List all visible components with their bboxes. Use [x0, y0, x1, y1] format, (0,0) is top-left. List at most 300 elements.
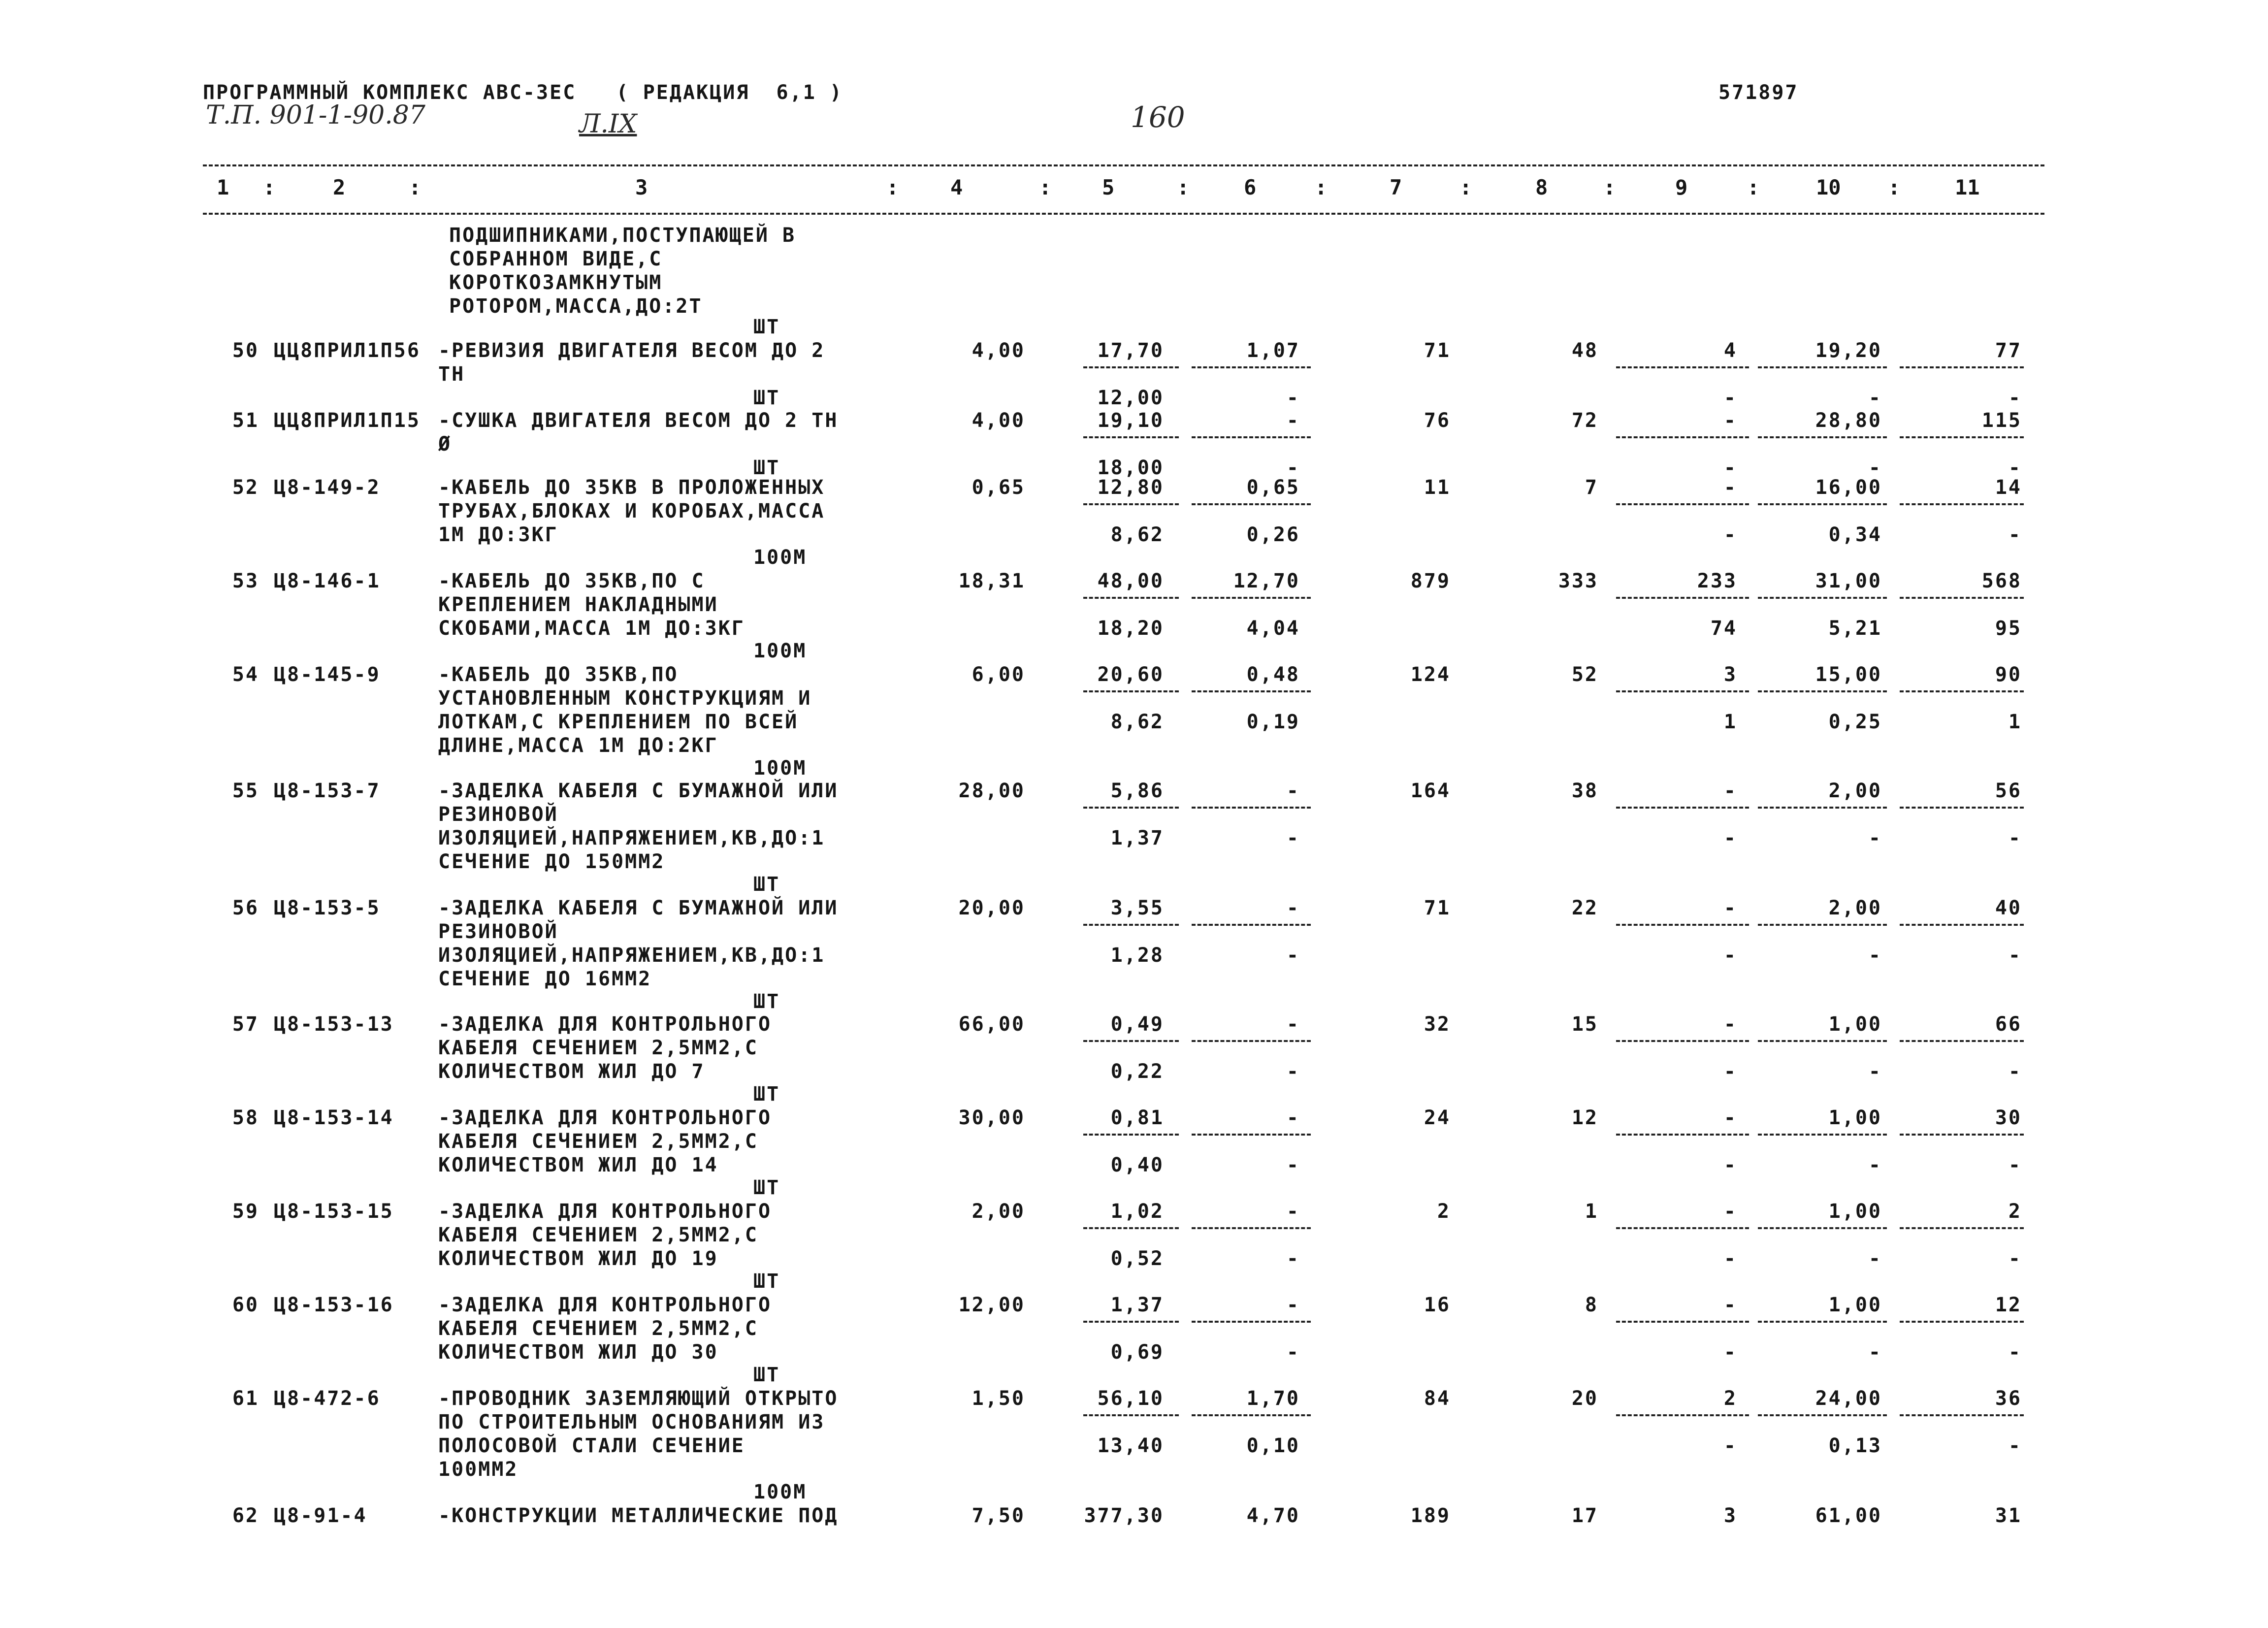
value-c9: - [1723, 1294, 1737, 1316]
rate-code: Ц8-472-6 [274, 1387, 381, 1410]
value-c11b: - [2008, 1434, 2022, 1457]
fraction-separator [1192, 1134, 1311, 1136]
value-c6: 12,70 [1233, 570, 1300, 592]
work-description: -СУШКА ДВИГАТЕЛЯ ВЕСОМ ДО 2 ТН Ø [438, 409, 839, 456]
fraction-separator [1616, 597, 1749, 599]
value-c5: 1,02 [1110, 1200, 1164, 1223]
column-separator: : [263, 175, 276, 199]
value-c8: 48 [1571, 339, 1598, 362]
value-c8: 17 [1571, 1504, 1598, 1527]
value-c10b: - [1868, 1247, 1882, 1270]
value-c9b: - [1723, 1341, 1737, 1364]
fraction-separator [1192, 924, 1311, 926]
value-c10: 1,00 [1828, 1294, 1882, 1316]
column-number: 9 [1675, 175, 1688, 199]
row-number: 55 [232, 780, 259, 802]
handwritten-album-mark: Л.IX [579, 109, 637, 139]
column-separator: : [1315, 175, 1328, 199]
value-c5b: 1,37 [1110, 827, 1164, 849]
value-c6: - [1286, 409, 1300, 432]
value-c10b: - [1868, 1060, 1882, 1083]
value-c9b: - [1723, 1247, 1737, 1270]
row-number: 58 [232, 1107, 259, 1129]
column-separator: : [1039, 175, 1052, 199]
value-c8: 12 [1571, 1107, 1598, 1129]
column-separator: : [1747, 175, 1760, 199]
value-c4: 1,50 [972, 1387, 1025, 1410]
value-c11: 14 [1995, 476, 2022, 499]
value-c8: 52 [1571, 663, 1598, 686]
value-c10b: - [1868, 1154, 1882, 1176]
column-number: 8 [1535, 175, 1548, 199]
value-c11b: - [2008, 1154, 2022, 1176]
value-c6b: 0,26 [1246, 523, 1300, 546]
measure-unit: 100М [753, 640, 807, 662]
fraction-separator [1758, 924, 1887, 926]
value-c6: 0,48 [1246, 663, 1300, 686]
column-number: 4 [950, 175, 963, 199]
fraction-separator [1616, 1040, 1749, 1042]
column-separator: : [886, 175, 899, 199]
value-c11b: 95 [1995, 617, 2022, 640]
value-c10: 61,00 [1815, 1504, 1882, 1527]
value-c7: 32 [1424, 1013, 1451, 1036]
rate-code: Ц8-153-15 [274, 1200, 394, 1223]
value-c11: 31 [1995, 1504, 2022, 1527]
row-number: 52 [232, 476, 259, 499]
fraction-separator [1758, 597, 1887, 599]
value-c11b: - [2008, 944, 2022, 967]
measure-unit: ШТ [753, 990, 780, 1013]
value-c9: - [1723, 897, 1737, 919]
fraction-separator [1900, 366, 2024, 368]
rate-code: Ц8-146-1 [274, 570, 381, 592]
value-c10b: - [1868, 387, 1882, 409]
work-description: -ЗАДЕЛКА КАБЕЛЯ С БУМАЖНОЙ ИЛИ РЕЗИНОВОЙ ИЗОЛЯЦИЕЙ,НАПРЯЖЕНИЕМ,КВ,ДО:1 СЕЧЕНИЕ ДО 16ММ2 [438, 897, 839, 990]
handwritten-project-ref: Т.П. 901-1-90.87 [206, 100, 425, 130]
fraction-separator [1083, 1414, 1179, 1416]
value-c9b: - [1723, 456, 1737, 479]
fraction-separator [1758, 807, 1887, 809]
column-number: 5 [1102, 175, 1115, 199]
value-c6: - [1286, 1013, 1300, 1036]
fraction-separator [1083, 1040, 1179, 1042]
fraction-separator [1616, 807, 1749, 809]
column-number: 10 [1816, 175, 1841, 199]
value-c9: 4 [1723, 339, 1737, 362]
measure-unit: 100М [753, 757, 807, 780]
fraction-separator [1616, 1227, 1749, 1229]
value-c6b: - [1286, 1060, 1300, 1083]
fraction-separator [1192, 366, 1311, 368]
value-c11: 30 [1995, 1107, 2022, 1129]
column-separator: : [1177, 175, 1190, 199]
measure-unit: ШТ [753, 1270, 780, 1293]
value-c11b: - [2008, 523, 2022, 546]
fraction-separator [1616, 1134, 1749, 1136]
fraction-separator [1900, 1227, 2024, 1229]
value-c11b: - [2008, 1060, 2022, 1083]
value-c8: 8 [1585, 1294, 1598, 1316]
value-c5b: 0,69 [1110, 1341, 1164, 1364]
value-c7: 124 [1410, 663, 1451, 686]
value-c5: 0,81 [1110, 1107, 1164, 1129]
value-c4: 2,00 [972, 1200, 1025, 1223]
value-c9b: - [1723, 1060, 1737, 1083]
value-c6b: - [1286, 944, 1300, 967]
row-number: 51 [232, 409, 259, 432]
measure-unit: ШТ [753, 1176, 780, 1199]
value-c9: - [1723, 1200, 1737, 1223]
value-c9b: 1 [1723, 711, 1737, 733]
column-number: 1 [217, 175, 229, 199]
fraction-separator [1900, 807, 2024, 809]
value-c6: - [1286, 1294, 1300, 1316]
value-c4: 7,50 [972, 1504, 1025, 1527]
fraction-separator [1083, 807, 1179, 809]
value-c10: 1,00 [1828, 1013, 1882, 1036]
value-c11: 12 [1995, 1294, 2022, 1316]
value-c5: 5,86 [1110, 780, 1164, 802]
rate-code: ЦЦ8ПРИЛ1П56 [274, 339, 421, 362]
rate-code: Ц8-145-9 [274, 663, 381, 686]
value-c4: 4,00 [972, 339, 1025, 362]
fraction-separator [1616, 1414, 1749, 1416]
measure-unit: ШТ [753, 1364, 780, 1386]
rate-code: Ц8-153-5 [274, 897, 381, 919]
column-number: 11 [1955, 175, 1980, 199]
value-c9b: - [1723, 827, 1737, 849]
value-c5: 377,30 [1084, 1504, 1164, 1527]
value-c7: 24 [1424, 1107, 1451, 1129]
value-c11b: - [2008, 1341, 2022, 1364]
fraction-separator [1083, 366, 1179, 368]
fraction-separator [1083, 1134, 1179, 1136]
value-c6: - [1286, 1107, 1300, 1129]
value-c5b: 18,00 [1097, 456, 1164, 479]
value-c9: - [1723, 476, 1737, 499]
value-c11b: - [2008, 387, 2022, 409]
fraction-separator [1083, 503, 1179, 505]
row-number: 50 [232, 339, 259, 362]
value-c10b: 5,21 [1828, 617, 1882, 640]
value-c5b: 8,62 [1110, 711, 1164, 733]
value-c10: 2,00 [1828, 780, 1882, 802]
fraction-separator [1192, 1321, 1311, 1323]
fraction-separator [1192, 1040, 1311, 1042]
rate-code: Ц8-149-2 [274, 476, 381, 499]
value-c10: 31,00 [1815, 570, 1882, 592]
work-description: -КАБЕЛЬ ДО 35КВ В ПРОЛОЖЕННЫХ ТРУБАХ,БЛОКАХ И КОРОБАХ,МАССА 1М ДО:3КГ [438, 476, 825, 546]
value-c5: 56,10 [1097, 1387, 1164, 1410]
value-c5b: 0,22 [1110, 1060, 1164, 1083]
rate-code: Ц8-153-7 [274, 780, 381, 802]
value-c5: 0,49 [1110, 1013, 1164, 1036]
continuation-description: ПОДШИПНИКАМИ,ПОСТУПАЮЩЕЙ В СОБРАННОМ ВИДЕ,С КОРОТКОЗАМКНУТЫМ РОТОРОМ,МАССА,ДО:2Т [449, 224, 796, 318]
value-c5: 3,55 [1110, 897, 1164, 919]
continuation-unit: ШТ [753, 316, 780, 338]
value-c10b: 0,13 [1828, 1434, 1882, 1457]
measure-unit: ШТ [753, 873, 780, 896]
column-number: 3 [635, 175, 648, 199]
value-c4: 6,00 [972, 663, 1025, 686]
value-c9: 233 [1697, 570, 1737, 592]
program-title: ПРОГРАММНЫЙ КОМПЛЕКС АВС-3ЕС ( РЕДАКЦИЯ 6,1 ) [203, 81, 843, 104]
rate-code: Ц8-91-4 [274, 1504, 367, 1527]
work-description: -ЗАДЕЛКА ДЛЯ КОНТРОЛЬНОГО КАБЕЛЯ СЕЧЕНИЕМ 2,5ММ2,С КОЛИЧЕСТВОМ ЖИЛ ДО 7 [438, 1013, 772, 1083]
value-c8: 20 [1571, 1387, 1598, 1410]
value-c5: 20,60 [1097, 663, 1164, 686]
column-separator: : [409, 175, 421, 199]
fraction-separator [1192, 1227, 1311, 1229]
row-number: 61 [232, 1387, 259, 1410]
value-c10: 1,00 [1828, 1200, 1882, 1223]
rate-code: Ц8-153-14 [274, 1107, 394, 1129]
fraction-separator [1616, 924, 1749, 926]
value-c6b: 0,10 [1246, 1434, 1300, 1457]
value-c8: 7 [1585, 476, 1598, 499]
value-c7: 84 [1424, 1387, 1451, 1410]
value-c9: - [1723, 1013, 1737, 1036]
fraction-separator [1758, 1321, 1887, 1323]
fraction-separator [1616, 690, 1749, 692]
value-c6b: - [1286, 827, 1300, 849]
handwritten-page-number: 160 [1131, 100, 1185, 134]
value-c9: - [1723, 1107, 1737, 1129]
value-c11b: - [2008, 827, 2022, 849]
fraction-separator [1900, 597, 2024, 599]
value-c10: 19,20 [1815, 339, 1882, 362]
fraction-separator [1900, 436, 2024, 438]
value-c9: 2 [1723, 1387, 1737, 1410]
measure-unit: 100М [753, 546, 807, 569]
value-c7: 164 [1410, 780, 1451, 802]
measure-unit: 100М [753, 1481, 807, 1503]
fraction-separator [1616, 436, 1749, 438]
value-c4: 20,00 [958, 897, 1025, 919]
fraction-separator [1900, 1134, 2024, 1136]
fraction-separator [1900, 1040, 2024, 1042]
column-separator: : [1888, 175, 1901, 199]
rate-code: Ц8-153-13 [274, 1013, 394, 1036]
value-c5b: 0,40 [1110, 1154, 1164, 1176]
value-c10b: 0,25 [1828, 711, 1882, 733]
value-c10b: - [1868, 456, 1882, 479]
fraction-separator [1758, 366, 1887, 368]
row-number: 57 [232, 1013, 259, 1036]
value-c4: 28,00 [958, 780, 1025, 802]
work-description: -РЕВИЗИЯ ДВИГАТЕЛЯ ВЕСОМ ДО 2 ТН [438, 339, 825, 386]
value-c4: 18,31 [958, 570, 1025, 592]
work-description: -КАБЕЛЬ ДО 35КВ,ПО УСТАНОВЛЕННЫМ КОНСТРУКЦИЯМ И ЛОТКАМ,С КРЕПЛЕНИЕМ ПО ВСЕЙ ДЛИНЕ,МАССА 1М ДО:2КГ [438, 663, 812, 757]
value-c7: 71 [1424, 339, 1451, 362]
work-description: -ЗАДЕЛКА ДЛЯ КОНТРОЛЬНОГО КАБЕЛЯ СЕЧЕНИЕМ 2,5ММ2,С КОЛИЧЕСТВОМ ЖИЛ ДО 30 [438, 1294, 772, 1364]
value-c4: 12,00 [958, 1294, 1025, 1316]
value-c8: 72 [1571, 409, 1598, 432]
work-description: -КАБЕЛЬ ДО 35КВ,ПО С КРЕПЛЕНИЕМ НАКЛАДНЫМИ СКОБАМИ,МАССА 1М ДО:3КГ [438, 570, 745, 640]
value-c5: 12,80 [1097, 476, 1164, 499]
value-c9b: - [1723, 944, 1737, 967]
value-c6b: - [1286, 387, 1300, 409]
value-c8: 333 [1558, 570, 1598, 592]
row-number: 59 [232, 1200, 259, 1223]
row-number: 54 [232, 663, 259, 686]
header-rule-top [203, 164, 2044, 166]
work-description: -ЗАДЕЛКА ДЛЯ КОНТРОЛЬНОГО КАБЕЛЯ СЕЧЕНИЕМ 2,5ММ2,С КОЛИЧЕСТВОМ ЖИЛ ДО 19 [438, 1200, 772, 1270]
value-c6: 0,65 [1246, 476, 1300, 499]
value-c6b: - [1286, 1247, 1300, 1270]
value-c7: 71 [1424, 897, 1451, 919]
fraction-separator [1083, 597, 1179, 599]
value-c7: 76 [1424, 409, 1451, 432]
value-c7: 11 [1424, 476, 1451, 499]
fraction-separator [1758, 436, 1887, 438]
fraction-separator [1900, 503, 2024, 505]
value-c6b: - [1286, 456, 1300, 479]
rate-code: Ц8-153-16 [274, 1294, 394, 1316]
value-c5: 19,10 [1097, 409, 1164, 432]
column-separator: : [1603, 175, 1616, 199]
fraction-separator [1900, 924, 2024, 926]
measure-unit: ШТ [753, 387, 780, 409]
work-description: -ЗАДЕЛКА КАБЕЛЯ С БУМАЖНОЙ ИЛИ РЕЗИНОВОЙ ИЗОЛЯЦИЕЙ,НАПРЯЖЕНИЕМ,КВ,ДО:1 СЕЧЕНИЕ ДО 150ММ2 [438, 780, 839, 873]
value-c5b: 12,00 [1097, 387, 1164, 409]
value-c11: 115 [1981, 409, 2022, 432]
value-c11b: - [2008, 1247, 2022, 1270]
value-c11b: 1 [2008, 711, 2022, 733]
value-c4: 4,00 [972, 409, 1025, 432]
value-c7: 2 [1437, 1200, 1451, 1223]
fraction-separator [1083, 1227, 1179, 1229]
value-c10: 24,00 [1815, 1387, 1882, 1410]
value-c11: 568 [1981, 570, 2022, 592]
fraction-separator [1758, 1040, 1887, 1042]
fraction-separator [1758, 1414, 1887, 1416]
value-c10: 15,00 [1815, 663, 1882, 686]
fraction-separator [1192, 436, 1311, 438]
work-description: -ПРОВОДНИК ЗАЗЕМЛЯЮЩИЙ ОТКРЫТО ПО СТРОИТЕЛЬНЫМ ОСНОВАНИЯМ ИЗ ПОЛОСОВОЙ СТАЛИ СЕЧЕНИЕ 100ММ2 [438, 1387, 839, 1481]
work-description: -КОНСТРУКЦИИ МЕТАЛЛИЧЕСКИЕ ПОД [438, 1504, 839, 1527]
fraction-separator [1083, 690, 1179, 692]
value-c11: 2 [2008, 1200, 2022, 1223]
value-c9b: - [1723, 1154, 1737, 1176]
value-c11: 36 [1995, 1387, 2022, 1410]
value-c9b: 74 [1710, 617, 1737, 640]
value-c6: - [1286, 1200, 1300, 1223]
value-c9: 3 [1723, 663, 1737, 686]
row-number: 60 [232, 1294, 259, 1316]
value-c9: - [1723, 780, 1737, 802]
value-c7: 16 [1424, 1294, 1451, 1316]
value-c7: 189 [1410, 1504, 1451, 1527]
document-code: 571897 [1718, 81, 1799, 104]
row-number: 53 [232, 570, 259, 592]
measure-unit: ШТ [753, 456, 780, 479]
value-c11: 66 [1995, 1013, 2022, 1036]
value-c5: 1,37 [1110, 1294, 1164, 1316]
measure-unit: ШТ [753, 1083, 780, 1106]
fraction-separator [1616, 1321, 1749, 1323]
fraction-separator [1758, 503, 1887, 505]
value-c5b: 0,52 [1110, 1247, 1164, 1270]
fraction-separator [1900, 1414, 2024, 1416]
value-c4: 0,65 [972, 476, 1025, 499]
value-c10: 1,00 [1828, 1107, 1882, 1129]
value-c11: 40 [1995, 897, 2022, 919]
fraction-separator [1616, 366, 1749, 368]
value-c8: 38 [1571, 780, 1598, 802]
work-description: -ЗАДЕЛКА ДЛЯ КОНТРОЛЬНОГО КАБЕЛЯ СЕЧЕНИЕМ 2,5ММ2,С КОЛИЧЕСТВОМ ЖИЛ ДО 14 [438, 1107, 772, 1176]
value-c10: 16,00 [1815, 476, 1882, 499]
row-number: 56 [232, 897, 259, 919]
value-c7: 879 [1410, 570, 1451, 592]
value-c9b: - [1723, 523, 1737, 546]
value-c10b: 0,34 [1828, 523, 1882, 546]
fraction-separator [1192, 597, 1311, 599]
value-c6b: 4,04 [1246, 617, 1300, 640]
value-c5b: 8,62 [1110, 523, 1164, 546]
value-c9b: - [1723, 387, 1737, 409]
fraction-separator [1616, 503, 1749, 505]
value-c8: 22 [1571, 897, 1598, 919]
value-c5: 48,00 [1097, 570, 1164, 592]
value-c6b: - [1286, 1154, 1300, 1176]
value-c10b: - [1868, 1341, 1882, 1364]
fraction-separator [1758, 690, 1887, 692]
value-c9: - [1723, 409, 1737, 432]
value-c6: - [1286, 897, 1300, 919]
value-c6: 1,07 [1246, 339, 1300, 362]
value-c4: 30,00 [958, 1107, 1025, 1129]
rate-code: ЦЦ8ПРИЛ1П15 [274, 409, 421, 432]
value-c11: 77 [1995, 339, 2022, 362]
row-number: 62 [232, 1504, 259, 1527]
column-number: 6 [1244, 175, 1257, 199]
value-c5b: 13,40 [1097, 1434, 1164, 1457]
header-rule-bottom [203, 213, 2044, 215]
value-c6b: - [1286, 1341, 1300, 1364]
fraction-separator [1083, 924, 1179, 926]
value-c8: 15 [1571, 1013, 1598, 1036]
value-c10: 2,00 [1828, 897, 1882, 919]
fraction-separator [1192, 690, 1311, 692]
value-c11b: - [2008, 456, 2022, 479]
value-c6: 1,70 [1246, 1387, 1300, 1410]
value-c5b: 18,20 [1097, 617, 1164, 640]
value-c5: 17,70 [1097, 339, 1164, 362]
fraction-separator [1192, 503, 1311, 505]
fraction-separator [1758, 1134, 1887, 1136]
fraction-separator [1192, 1414, 1311, 1416]
value-c9b: - [1723, 1434, 1737, 1457]
value-c11: 56 [1995, 780, 2022, 802]
value-c6: 4,70 [1246, 1504, 1300, 1527]
fraction-separator [1900, 690, 2024, 692]
value-c10b: - [1868, 944, 1882, 967]
value-c9: 3 [1723, 1504, 1737, 1527]
value-c6: - [1286, 780, 1300, 802]
value-c11: 90 [1995, 663, 2022, 686]
fraction-separator [1900, 1321, 2024, 1323]
value-c10b: - [1868, 827, 1882, 849]
column-separator: : [1459, 175, 1472, 199]
value-c5b: 1,28 [1110, 944, 1164, 967]
value-c8: 1 [1585, 1200, 1598, 1223]
value-c10: 28,80 [1815, 409, 1882, 432]
value-c6b: 0,19 [1246, 711, 1300, 733]
fraction-separator [1192, 807, 1311, 809]
fraction-separator [1083, 436, 1179, 438]
